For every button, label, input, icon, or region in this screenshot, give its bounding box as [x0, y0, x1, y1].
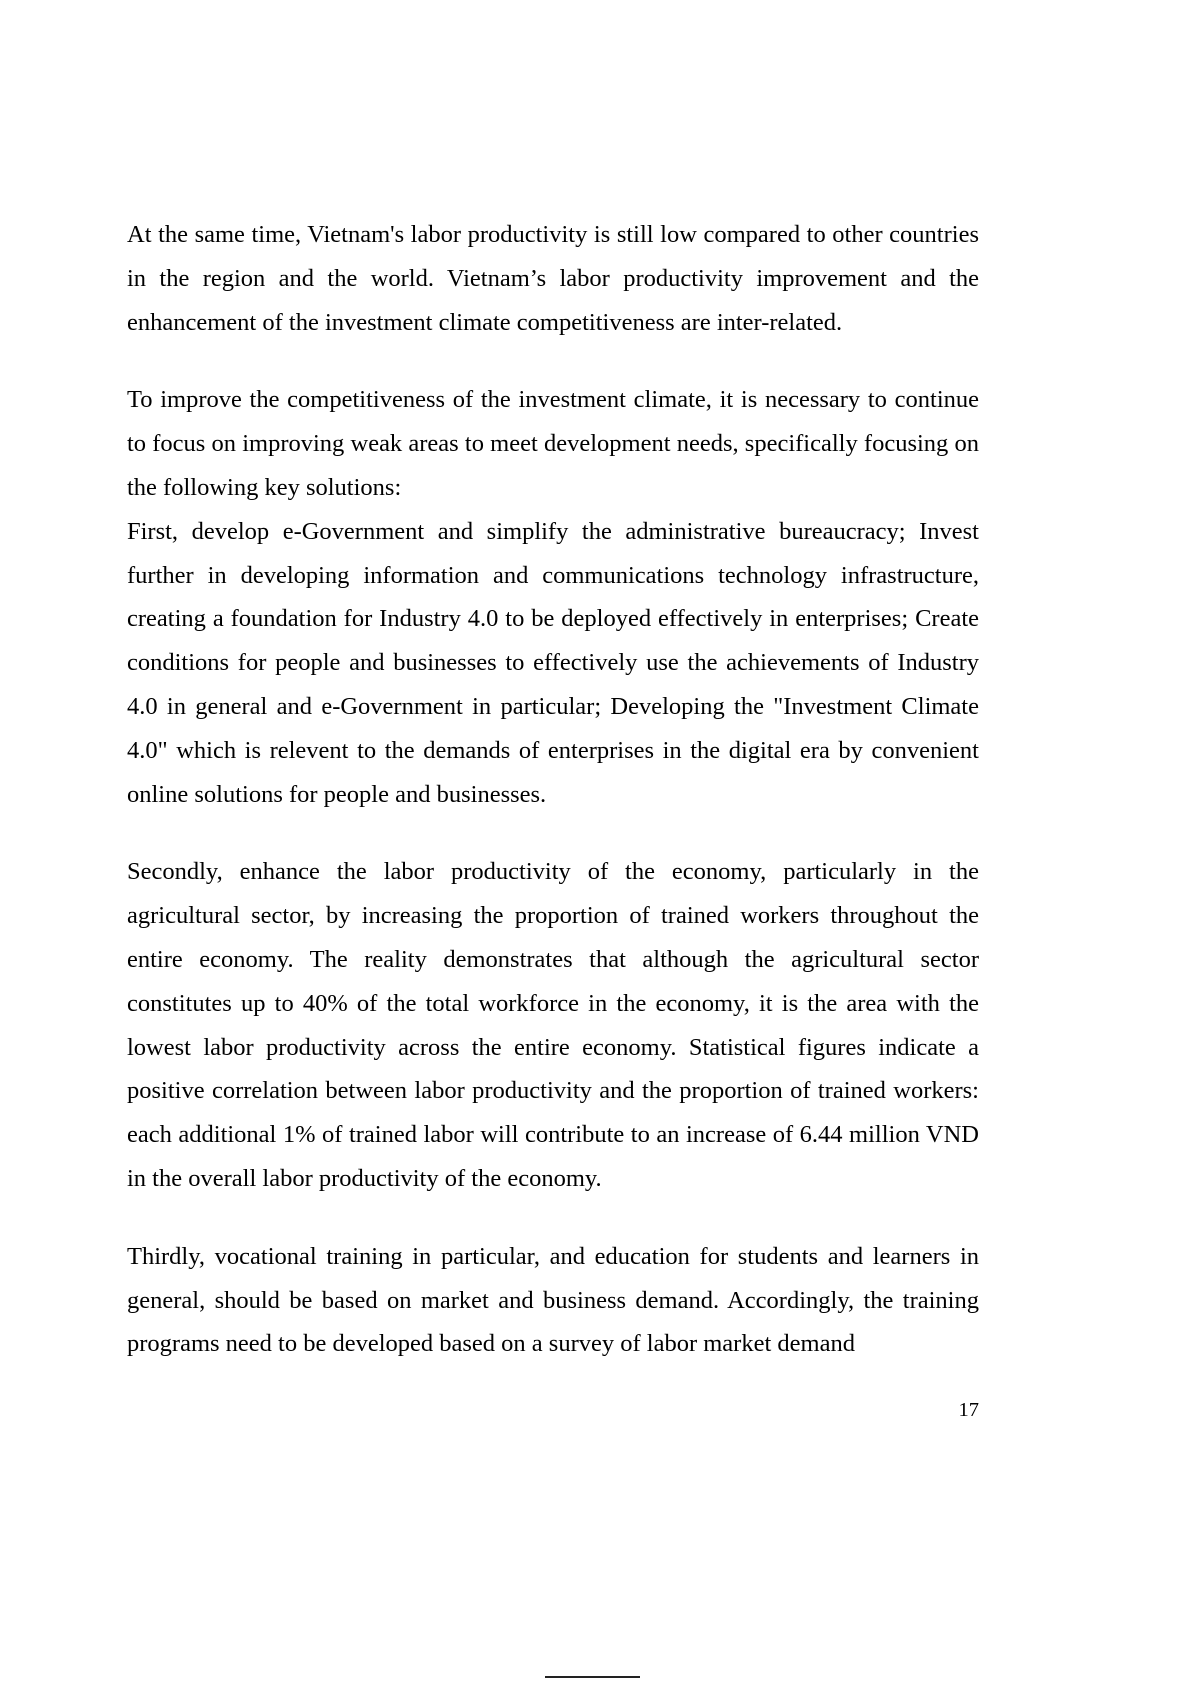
paragraph-3: First, develop e-Government and simplify the administrative bureaucracy; Invest further in developing information and communications technology infrastructure, creating a foundation for Industry 4.0 to be deployed effectively in enterprises; Create conditions for people and businesses to effectively use the achievements of Industry 4.0 in general and e-Government in particular; Developing the "Investment Climate 4.0" which is relevent to the demands of enterprises in the digital era by convenient online solutions for people and businesses.	[127, 517, 979, 808]
page-body-text	[127, 213, 979, 1366]
page-number: 17	[958, 1399, 979, 1421]
paragraph-4: Secondly, enhance the labor productivity of the economy, particularly in the agricultural sector, by increasing the proportion of trained workers throughout the entire economy. The reality demonstrates that although the agricultural sector constitutes up to 40% of the total workforce in the economy, it is the area with the lowest labor productivity across the entire economy. Statistical figures indicate a positive correlation between labor productivity and the proportion of trained workers: each additional 1% of trained labor will contribute to an increase of 6.44 million VND in the overall labor productivity of the economy.	[127, 858, 979, 1192]
paragraph-5: Thirdly, vocational training in particular, and education for students and learners in general, should be based on market and business demand. Accordingly, the training programs need to be developed based on a survey of labor market demand	[127, 1242, 979, 1358]
footer-divider	[545, 1676, 640, 1678]
paragraph-2: To improve the competitiveness of the investment climate, it is necessary to continue to focus on improving weak areas to meet development needs, specifically focusing on the following key solutions:	[127, 386, 979, 501]
paragraph-1: At the same time, Vietnam's labor productivity is still low compared to other countries in the region and the world. Vietnam’s labor productivity improvement and the enhancement of the investment climate competitiveness are inter-related.	[127, 221, 979, 336]
